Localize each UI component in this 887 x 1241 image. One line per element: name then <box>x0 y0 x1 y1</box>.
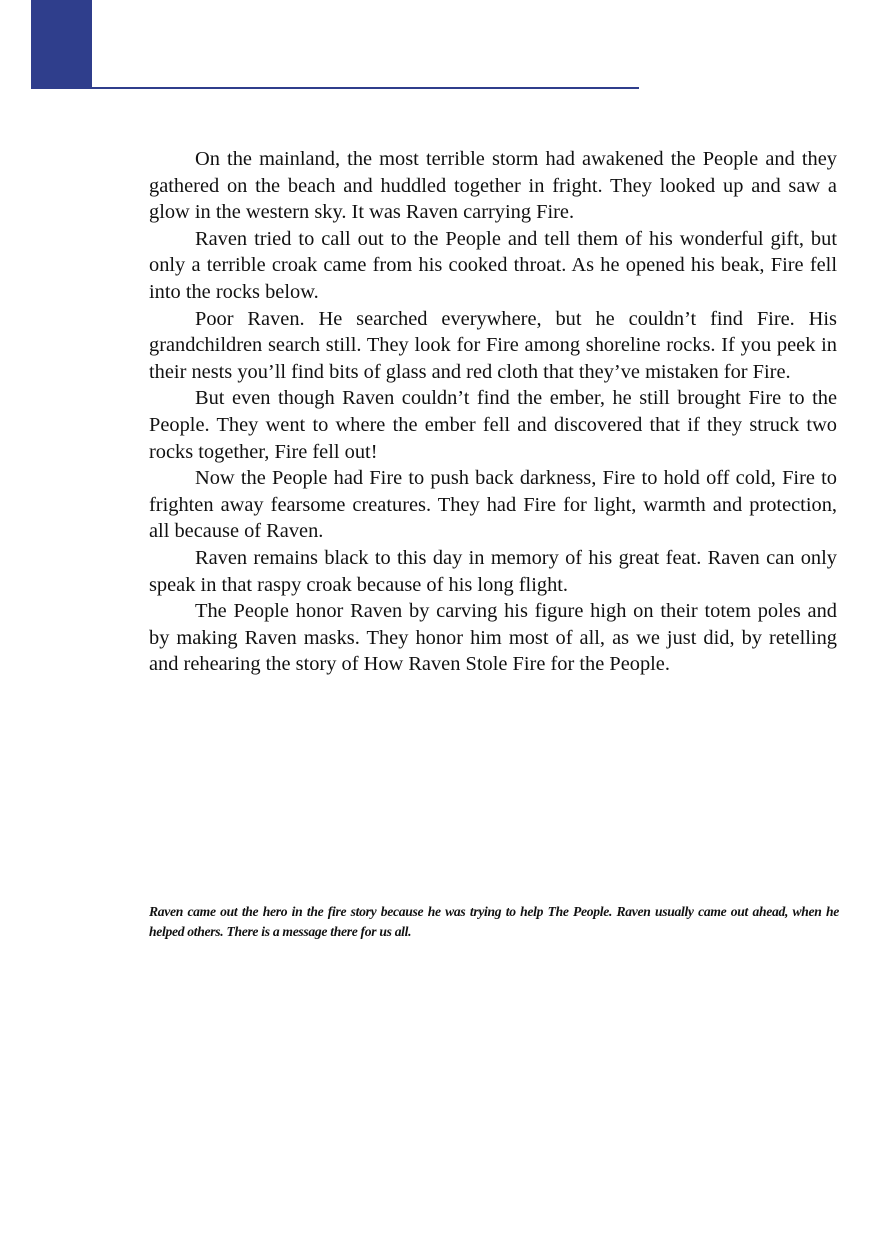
header-accent-block <box>31 0 92 88</box>
footnote-caption: Raven came out the hero in the fire story because he was trying to help The People. Raven usually came out ahead, when he helped others. There is a message there for us all. <box>149 904 839 939</box>
story-paragraph-4: But even though Raven couldn’t find the ember, he still brought Fire to the People. They went to where the ember fell and discovered that if they struck two rocks together, Fire fell out! <box>149 387 837 463</box>
story-body <box>149 146 837 678</box>
story-paragraph-7: The People honor Raven by carving his figure high on their totem poles and by making Raven masks. They honor him most of all, as we just did, by retelling and rehearing the story of How Raven Stole Fire for the People. <box>149 600 837 676</box>
story-paragraph-3: Poor Raven. He searched everywhere, but he couldn’t find Fire. His grandchildren search still. They look for Fire among shoreline rocks. If you peek in their nests you’ll find bits of glass and red cloth that they’ve mistaken for Fire. <box>149 307 837 383</box>
story-paragraph-6: Raven remains black to this day in memory of his great feat. Raven can only speak in that raspy croak because of his long flight. <box>149 546 837 596</box>
header-rule <box>31 87 639 89</box>
story-paragraph-1: On the mainland, the most terrible storm had awakened the People and they gathered on the beach and huddled together in fright. They looked up and saw a glow in the western sky. It was Raven carrying Fire. <box>149 148 837 224</box>
story-paragraph-5: Now the People had Fire to push back darkness, Fire to hold off cold, Fire to frighten away fearsome creatures. They had Fire for light, warmth and protection, all because of Raven. <box>149 467 837 543</box>
story-paragraph-2: Raven tried to call out to the People and tell them of his wonderful gift, but only a terrible croak came from his cooked throat. As he opened his beak, Fire fell into the rocks below. <box>149 227 837 303</box>
